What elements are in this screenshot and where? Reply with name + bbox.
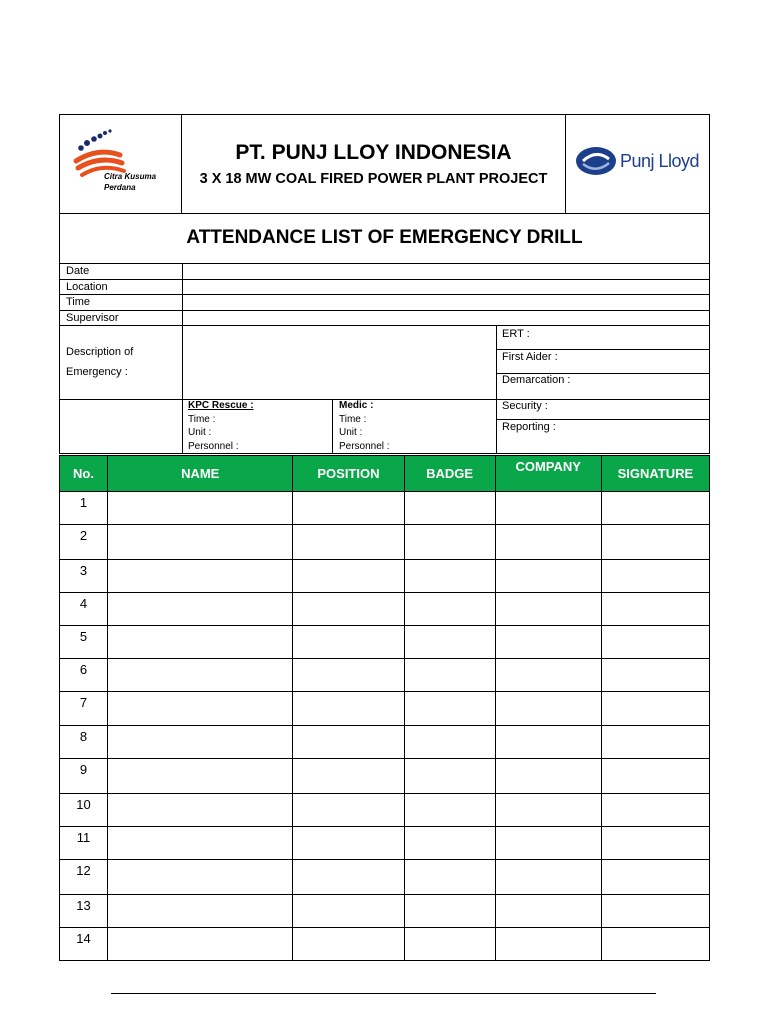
col-header-name: NAME	[108, 456, 293, 492]
description-label-2: Emergency :	[66, 366, 128, 378]
name-cell[interactable]	[108, 492, 293, 525]
desc-divider-1	[182, 326, 183, 453]
badge-cell[interactable]	[404, 759, 495, 794]
info-row-time	[60, 295, 709, 311]
medic-block	[339, 399, 390, 453]
company-cell[interactable]	[495, 525, 601, 560]
name-cell[interactable]	[108, 525, 293, 560]
info-row-date	[60, 264, 709, 280]
table-row	[60, 759, 710, 794]
info-divider	[182, 264, 183, 325]
first-aider-label: First Aider :	[502, 351, 558, 363]
name-cell[interactable]	[108, 759, 293, 794]
table-header-row	[60, 456, 710, 492]
position-cell[interactable]	[293, 492, 404, 525]
logo-right-text: Punj Lloyd	[620, 151, 700, 171]
company-cell[interactable]	[495, 928, 601, 961]
punj-lloyd-logo	[565, 115, 709, 213]
name-cell[interactable]	[108, 593, 293, 626]
row-number: 8	[60, 726, 108, 759]
company-cell[interactable]	[495, 794, 601, 827]
row-number: 6	[60, 659, 108, 692]
signature-cell[interactable]	[601, 895, 709, 928]
security-label: Security :	[502, 400, 548, 412]
name-cell[interactable]	[108, 726, 293, 759]
desc-divider-3	[332, 399, 333, 453]
footer-line	[111, 993, 656, 994]
signature-cell[interactable]	[601, 928, 709, 961]
table-row	[60, 626, 710, 659]
table-row	[60, 492, 710, 525]
position-cell[interactable]	[293, 726, 404, 759]
table-row	[60, 794, 710, 827]
reporting-label: Reporting :	[502, 421, 556, 433]
name-cell[interactable]	[108, 895, 293, 928]
badge-cell[interactable]	[404, 692, 495, 726]
col-header-no: No.	[60, 456, 108, 492]
name-cell[interactable]	[108, 794, 293, 827]
kpc-personnel: Personnel :	[188, 440, 239, 452]
attendance-table	[59, 455, 710, 961]
table-row	[60, 827, 710, 860]
badge-cell[interactable]	[404, 860, 495, 895]
badge-cell[interactable]	[404, 593, 495, 626]
badge-cell[interactable]	[404, 928, 495, 961]
badge-cell[interactable]	[404, 659, 495, 692]
signature-cell[interactable]	[601, 560, 709, 593]
row-number: 5	[60, 626, 108, 659]
table-row	[60, 593, 710, 626]
badge-cell[interactable]	[404, 794, 495, 827]
company-cell[interactable]	[495, 560, 601, 593]
row-number: 14	[60, 928, 108, 961]
row-number: 7	[60, 692, 108, 726]
badge-cell[interactable]	[404, 525, 495, 560]
position-cell[interactable]	[293, 794, 404, 827]
kpc-unit: Unit :	[188, 427, 212, 438]
row-number: 9	[60, 759, 108, 794]
name-cell[interactable]	[108, 827, 293, 860]
row-number: 1	[60, 492, 108, 525]
desc-hline-ert	[496, 349, 709, 350]
table-row	[60, 860, 710, 895]
badge-cell[interactable]	[404, 492, 495, 525]
badge-cell[interactable]	[404, 895, 495, 928]
table-row	[60, 928, 710, 961]
table-row	[60, 525, 710, 560]
info-label-location: Location	[66, 280, 108, 293]
signature-cell[interactable]	[601, 626, 709, 659]
badge-cell[interactable]	[404, 827, 495, 860]
position-cell[interactable]	[293, 593, 404, 626]
name-cell[interactable]	[108, 928, 293, 961]
logo-left-line2: Perdana	[104, 183, 136, 192]
info-label-date: Date	[66, 265, 90, 277]
table-row	[60, 692, 710, 726]
row-number: 13	[60, 895, 108, 928]
row-number: 4	[60, 593, 108, 626]
signature-cell[interactable]	[601, 794, 709, 827]
company-cell[interactable]	[495, 492, 601, 525]
col-header-badge: BADGE	[404, 456, 495, 492]
name-cell[interactable]	[108, 560, 293, 593]
description-block	[59, 326, 710, 454]
position-cell[interactable]	[293, 895, 404, 928]
position-cell[interactable]	[293, 827, 404, 860]
badge-cell[interactable]	[404, 626, 495, 659]
position-cell[interactable]	[293, 525, 404, 560]
desc-hline-security	[496, 419, 709, 420]
position-cell[interactable]	[293, 659, 404, 692]
col-header-signature: SIGNATURE	[601, 456, 709, 492]
desc-divider-2	[496, 326, 497, 453]
kpc-rescue-block	[188, 399, 254, 453]
kpc-rescue-title: KPC Rescue :	[188, 400, 254, 411]
logo-left-line1: Citra Kusuma	[104, 172, 157, 181]
signature-cell[interactable]	[601, 827, 709, 860]
position-cell[interactable]	[293, 759, 404, 794]
position-cell[interactable]	[293, 626, 404, 659]
demarcation-label: Demarcation :	[502, 374, 571, 386]
medic-title: Medic :	[339, 400, 374, 411]
info-row-location	[60, 280, 709, 296]
signature-cell[interactable]	[601, 692, 709, 726]
table-row	[60, 659, 710, 692]
signature-cell[interactable]	[601, 525, 709, 560]
name-cell[interactable]	[108, 659, 293, 692]
medic-personnel: Personnel :	[339, 440, 390, 452]
info-label-time: Time	[66, 296, 91, 308]
signature-cell[interactable]	[601, 860, 709, 895]
table-row	[60, 895, 710, 928]
badge-cell[interactable]	[404, 726, 495, 759]
badge-cell[interactable]	[404, 560, 495, 593]
position-cell[interactable]	[293, 860, 404, 895]
signature-cell[interactable]	[601, 659, 709, 692]
name-cell[interactable]	[108, 860, 293, 895]
company-cell[interactable]	[495, 726, 601, 759]
name-cell[interactable]	[108, 626, 293, 659]
position-cell[interactable]	[293, 692, 404, 726]
description-label-1: Description of	[66, 346, 134, 358]
company-title: PT. PUNJ LLOY INDONESIA	[235, 141, 512, 164]
col-header-position: POSITION	[293, 456, 404, 492]
row-number: 2	[60, 525, 108, 560]
table-row	[60, 726, 710, 759]
position-cell[interactable]	[293, 928, 404, 961]
signature-cell[interactable]	[601, 492, 709, 525]
title-row	[59, 213, 710, 264]
row-number: 11	[60, 827, 108, 860]
row-number: 10	[60, 794, 108, 827]
ert-label: ERT :	[502, 328, 530, 340]
medic-unit: Unit :	[339, 427, 363, 438]
signature-cell[interactable]	[601, 593, 709, 626]
signature-cell[interactable]	[601, 759, 709, 794]
row-number: 3	[60, 560, 108, 593]
name-cell[interactable]	[108, 692, 293, 726]
kpc-time: Time :	[188, 413, 216, 425]
logo-left-text	[104, 171, 156, 193]
table-row	[60, 560, 710, 593]
company-cell[interactable]	[495, 659, 601, 692]
company-cell[interactable]	[495, 759, 601, 794]
punj-lloyd-logo-icon	[575, 146, 617, 176]
company-cell[interactable]	[495, 827, 601, 860]
row-number: 12	[60, 860, 108, 895]
col-header-company: COMPANY	[495, 456, 601, 492]
project-title: 3 X 18 MW COAL FIRED POWER PLANT PROJECT	[199, 171, 548, 187]
signature-cell[interactable]	[601, 726, 709, 759]
info-block	[59, 264, 710, 326]
medic-time: Time :	[339, 413, 367, 425]
company-cell[interactable]	[495, 860, 601, 895]
citra-kusuma-logo	[60, 115, 182, 213]
company-cell[interactable]	[495, 626, 601, 659]
document-title: ATTENDANCE LIST OF EMERGENCY DRILL	[186, 227, 583, 248]
header-box	[59, 114, 710, 214]
company-cell[interactable]	[495, 593, 601, 626]
info-row-supervisor	[60, 311, 709, 327]
company-cell[interactable]	[495, 692, 601, 726]
info-label-supervisor: Supervisor	[66, 311, 119, 324]
company-cell[interactable]	[495, 895, 601, 928]
position-cell[interactable]	[293, 560, 404, 593]
